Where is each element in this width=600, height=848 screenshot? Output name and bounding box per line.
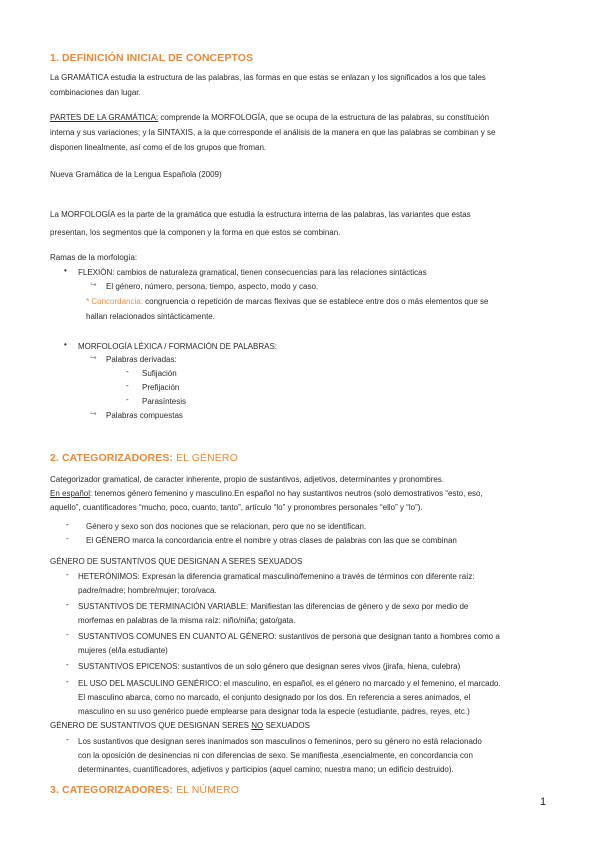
parasintesis-item: Parasíntesis — [142, 397, 187, 406]
genero-sexo-item: Género y sexo son dos nociones que se relacionan, pero que no se identifican. — [86, 522, 367, 531]
dash-icon: - — [126, 381, 129, 390]
section-2-heading-bold: 2. CATEGORIZADORES: — [50, 452, 174, 464]
concordancia-label: * Concordancia: — [86, 297, 143, 306]
masculino-line2: El masculino abarca, como no marcado, el conjunto designado por los dos. En referencia a seres animados, el — [78, 693, 471, 702]
section-3-heading-bold: 3. CATEGORIZADORES: — [50, 784, 174, 796]
paragraph-partes-line1 — [50, 110, 550, 126]
paragraph-partes-line3: disponen linealmente, así como el de los grupos que froman. — [50, 143, 267, 152]
page-number: 1 — [540, 796, 547, 808]
flexion-label: FLEXIÓN: — [78, 268, 115, 277]
comunes-line2: mujeres (el/la estudiante) — [78, 646, 168, 655]
paragraph-morfologia-line2: presentan, los segmentos que la componen y la forma en que estos se combinan. — [50, 228, 341, 237]
concordancia-line1 — [86, 294, 586, 310]
masculino-line3: masculino en su uso genérico puede emplearse para designar toda la especie (estudiante, padres, reyes, etc.) — [78, 707, 470, 716]
masculino-line1: EL USO DEL MASCULINO GENÉRICO: el masculino, en español, es el género no marcado y el femenino, el marcado. — [78, 679, 501, 688]
morfologia-lexica-item: MORFOLOGÍA LÉXICA / FORMACIÓN DE PALABRAS: — [78, 342, 278, 351]
flexion-text: cambios de naturaleza gramatical, tienen consecuencias para las relaciones sintácticas — [114, 268, 427, 277]
sufijacion-item: Sufijación — [142, 369, 177, 378]
heteronimos-line1: HETERÓNIMOS: Expresan la diferencia gramatical masculino/femenino a través de términos con diferente raíz: — [78, 572, 475, 581]
no-sexuados-title-no: NO — [251, 721, 264, 730]
dash-icon: - — [66, 735, 69, 744]
dash-icon: - — [66, 660, 69, 669]
no-sexuados-title-a: GÉNERO DE SUSTANTIVOS QUE DESIGNAN SERES — [50, 721, 252, 730]
dash-icon: - — [66, 677, 69, 686]
concordancia-line2: hallan relacionados sintácticamente. — [86, 312, 215, 321]
bullet-icon: • — [64, 340, 67, 349]
dash-icon: - — [66, 520, 69, 529]
terminacion-line1: SUSTANTIVOS DE TERMINACIÓN VARIABLE: Manifiestan las diferencias de género y de sexo por medio de — [78, 602, 469, 611]
no-sexuados-line1: Los sustantivos que designan seres inanimados son masculinos o femeninos, pero su género no está relacionado — [78, 737, 482, 746]
section-2-heading-light: EL GÉNERO — [173, 452, 238, 464]
espanol-label: En español — [50, 489, 91, 498]
partes-label: PARTES DE LA GRAMÁTICA: — [50, 113, 159, 122]
section-2-heading — [50, 452, 238, 464]
bullet-icon: • — [64, 266, 67, 275]
arrow-icon: ↪ — [90, 409, 97, 418]
arrow-icon: ↪ — [90, 353, 97, 362]
terminacion-line2: morfemas en palabras de la misma raíz: niño/niña; gato/gata. — [78, 616, 296, 625]
dash-icon: - — [66, 570, 69, 579]
flexion-sub: El género, número, persona, tiempo, aspecto, modo y caso. — [106, 282, 319, 291]
dash-icon: - — [126, 395, 129, 404]
derivadas-item: Palabras derivadas: — [106, 355, 177, 364]
dash-icon: - — [66, 600, 69, 609]
section-3-heading — [50, 784, 239, 796]
prefijacion-item: Prefijación — [142, 383, 180, 392]
section-3-heading-light: EL NÚMERO — [173, 784, 240, 796]
heteronimos-line2: padre/madre; hombre/mujer; toro/vaca. — [78, 586, 217, 595]
partes-text: comprende la MORFOLOGÍA, que se ocupa de la estructura de las palabras, su constitución — [158, 113, 490, 122]
genero-definition: Categorizador gramatical, de caracter inherente, propio de sustantivos, adjetivos, determinantes y pronombres. — [50, 475, 444, 484]
arrow-icon: ↪ — [90, 280, 97, 289]
paragraph-morfologia-line1: La MORFOLOGÍA es la parte de la gramática que estudia la estructura interna de las palabras, las variantes que estas — [50, 210, 471, 219]
source-citation: Nueva Gramática de la Lengua Española (2009) — [50, 170, 222, 179]
paragraph-gramatica-line1: La GRAMÁTICA estudia la estructura de las palabras, las formas en que estas se enlazan y los significados a los que tales — [50, 73, 486, 82]
dash-icon: - — [66, 630, 69, 639]
no-sexuados-title — [50, 718, 550, 734]
no-sexuados-line2: con la oposición de desinencias ni con diferencias de sexo. Se manifiesta ,esencialmente, en concordancia con — [78, 751, 473, 760]
espanol-line2: aquello”, cuantificadores “mucho, poco, cuanto, tanto”, artículo “lo” y pronombres personales “ello” y “lo”). — [50, 503, 423, 512]
paragraph-gramatica-line2: combinaciones dan lugar. — [50, 88, 141, 97]
compuestas-item: Palabras compuestas — [106, 411, 183, 420]
no-sexuados-line3: determinantes, cuantificadores, adjetivos y participios (aquel camino; nuestra mano; un edificio destruido). — [78, 765, 454, 774]
ramas-title: Ramas de la morfología: — [50, 253, 138, 262]
dash-icon: - — [126, 367, 129, 376]
genero-concordancia-item: El GÉNERO marca la concordancia entre el nombre y otras clases de palabras con las que se combinan — [86, 536, 457, 545]
dash-icon: - — [66, 534, 69, 543]
paragraph-partes-line2: interna y sus variaciones; y la SINTAXIS, a la que corresponde el análisis de la manera en que las palabras se combinan y se — [50, 128, 496, 137]
concordancia-text: congruencia o repetición de marcas flexivas que se establece entre dos o más elementos que se — [142, 297, 489, 306]
section-1-heading: 1. DEFINICIÓN INICIAL DE CONCEPTOS — [50, 52, 254, 64]
epicenos-line1: SUSTANTIVOS EPICENOS: sustantivos de un solo género que designan seres vivos (jirafa, hiena, culebra) — [78, 662, 461, 671]
sexuados-title: GÉNERO DE SUSTANTIVOS QUE DESIGNAN A SERES SEXUADOS — [50, 557, 303, 566]
comunes-line1: SUSTANTIVOS COMUNES EN CUANTO AL GÉNERO: sustantivos de persona que designan tanto a hombres como a — [78, 632, 500, 641]
espanol-text: : tenemos género femenino y masculino.En español no hay sustantivos neutros (solo demostrativos “esto, eso, — [90, 489, 483, 498]
no-sexuados-title-b: SEXUADOS — [263, 721, 310, 730]
